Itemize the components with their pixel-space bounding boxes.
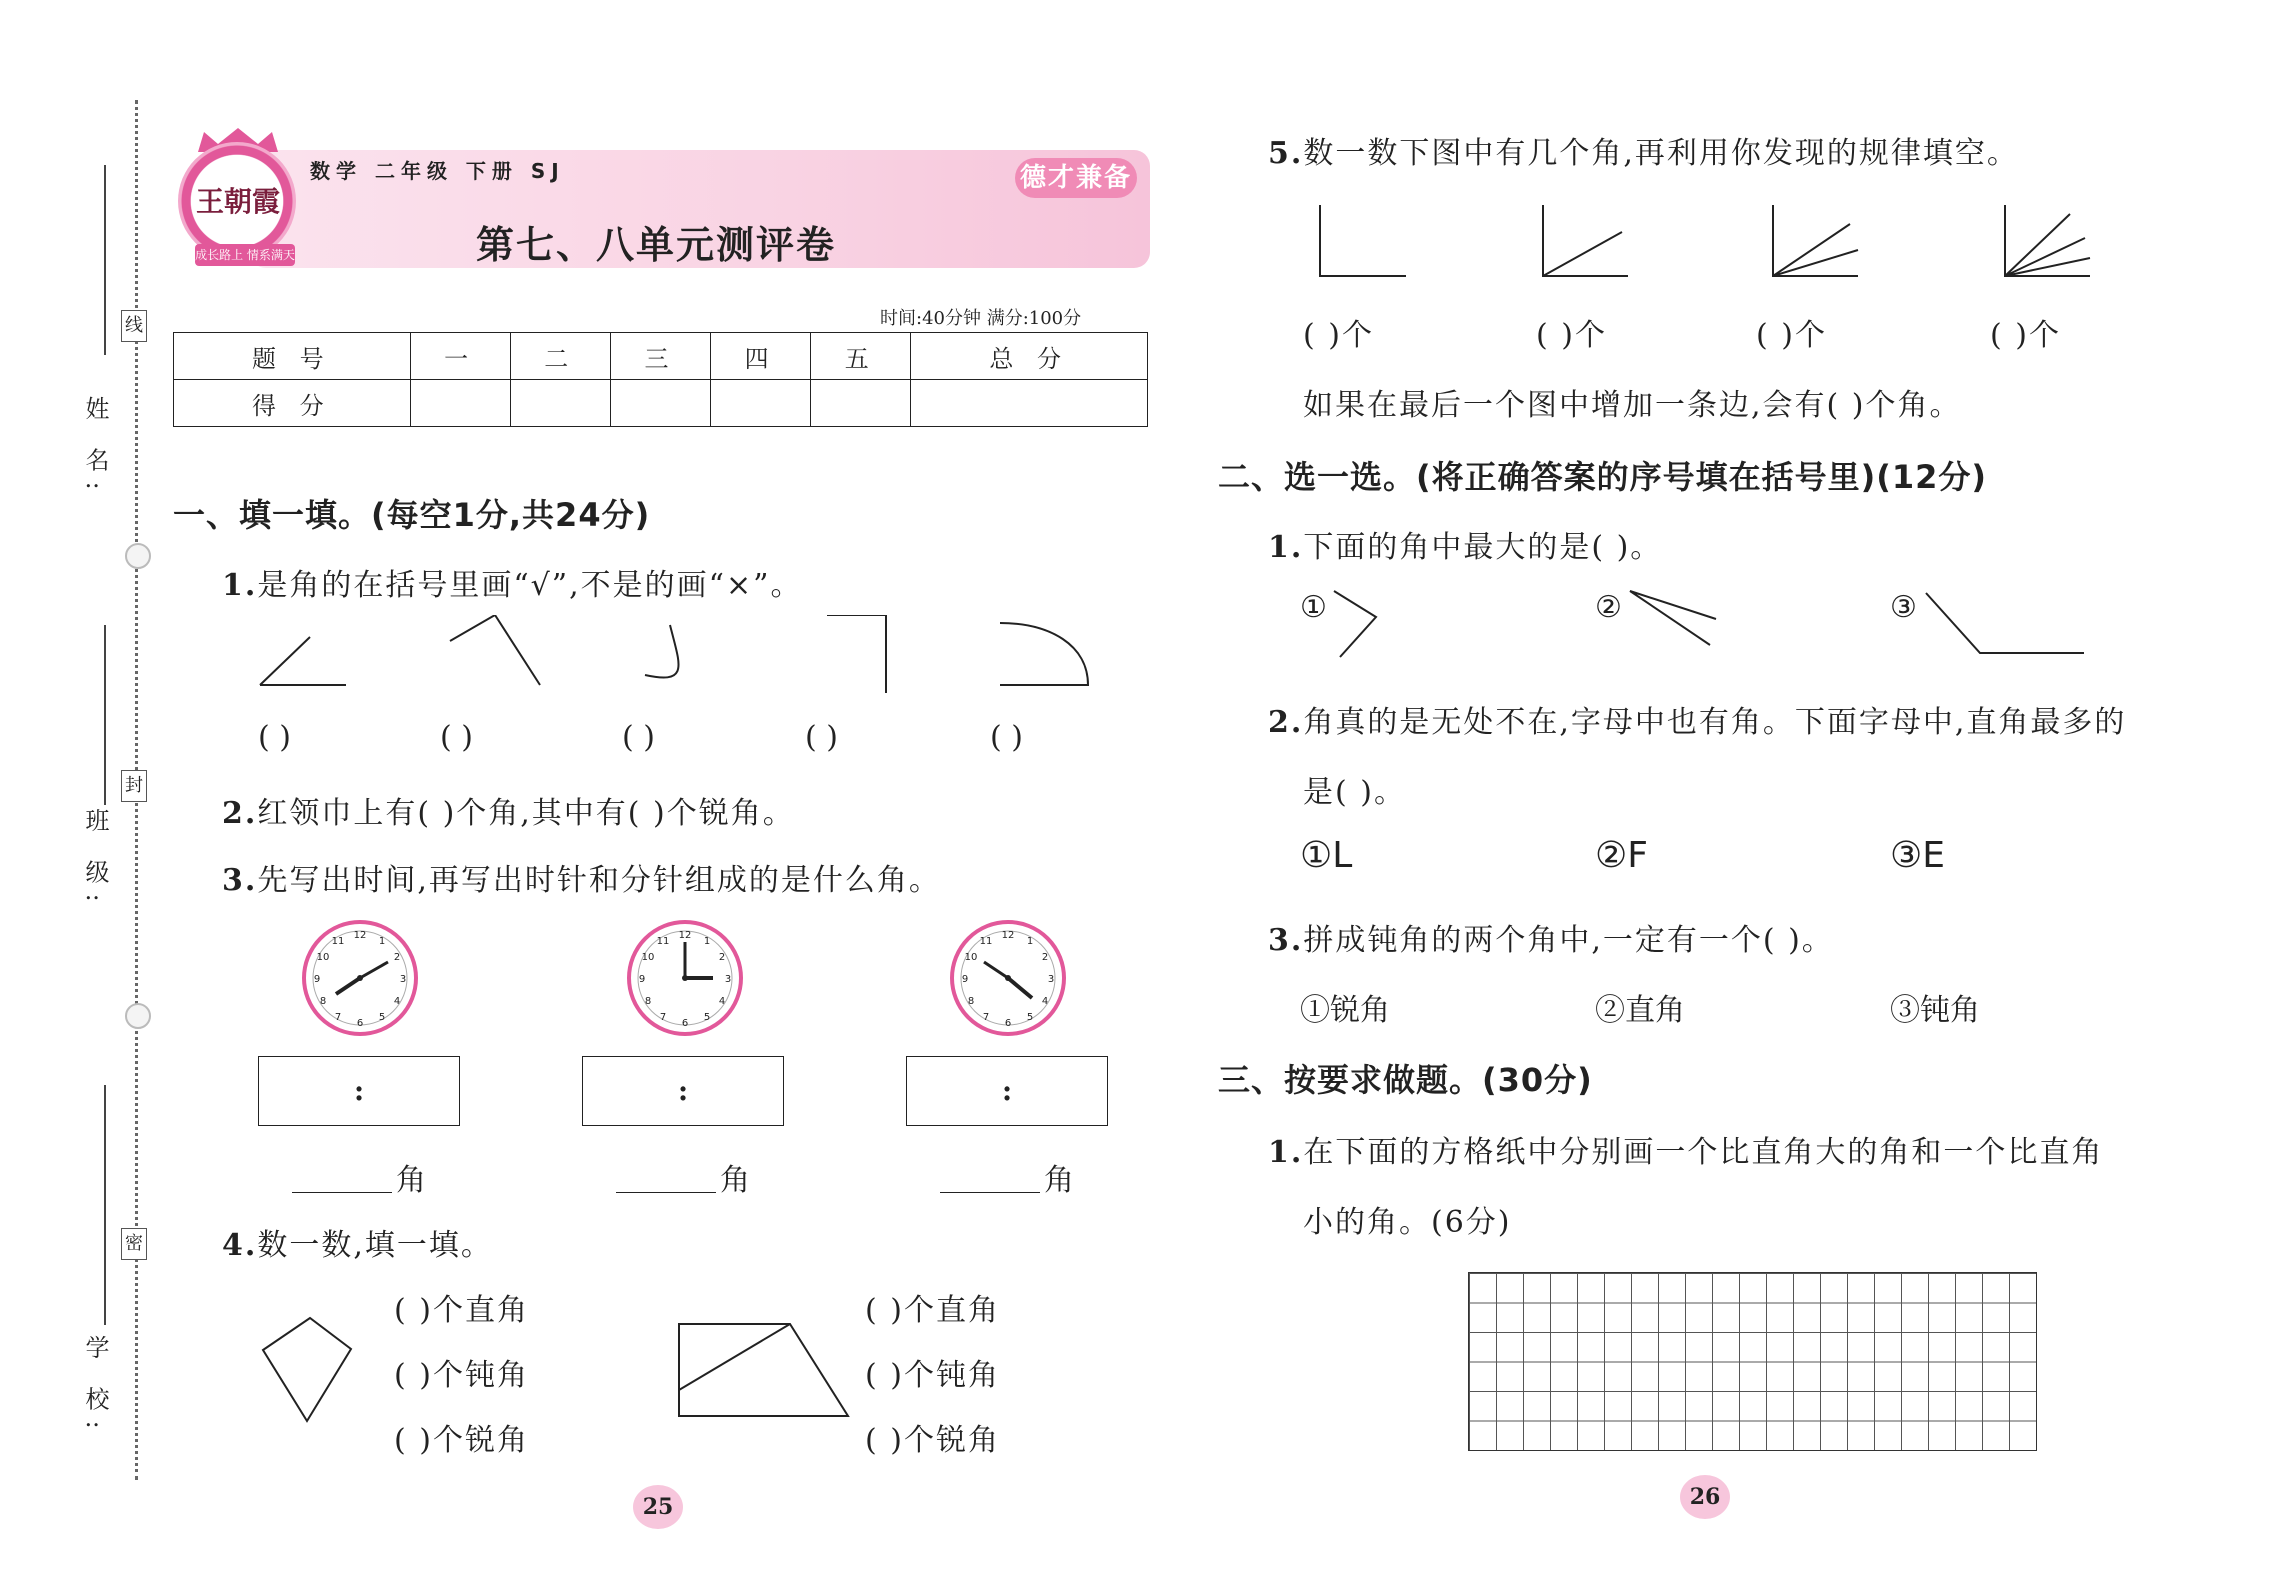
- score-header-cell: 五: [811, 333, 911, 380]
- score-header-cell: 一: [410, 333, 510, 380]
- svg-text:8: 8: [319, 996, 327, 1007]
- angle-figure: [1773, 205, 1858, 276]
- option-1[interactable]: ①L: [1300, 835, 1353, 876]
- right-angle-count[interactable]: ( )个直角: [865, 1293, 1000, 1328]
- question-5: [1268, 128, 2019, 172]
- time-info: 时间:40分钟 满分:100分: [880, 308, 1082, 329]
- angle-count-answer[interactable]: ( )个: [1303, 318, 1374, 353]
- svg-text:6: 6: [681, 1018, 689, 1029]
- svg-text:7: 7: [982, 1012, 990, 1023]
- svg-text:1: 1: [703, 936, 711, 947]
- angle-answer-line[interactable]: [940, 1162, 1040, 1193]
- drawing-grid[interactable]: [1468, 1272, 2037, 1451]
- score-header-cell: 三: [610, 333, 710, 380]
- angle-figure: [1543, 205, 1628, 276]
- school-label: 学 校:: [81, 1335, 109, 1439]
- kite-figure: [255, 1315, 355, 1425]
- option-2[interactable]: ②直角: [1595, 993, 1685, 1028]
- svg-text:8: 8: [644, 996, 652, 1007]
- svg-text:3: 3: [1047, 974, 1055, 985]
- mark-seal: 封: [121, 770, 147, 802]
- mark-line: 线: [121, 310, 147, 342]
- score-header-cell: 题 号: [174, 333, 411, 380]
- question-2: [222, 788, 795, 832]
- svg-text:4: 4: [1041, 996, 1049, 1007]
- svg-text:9: 9: [313, 974, 321, 985]
- s2q1-angle-figures: [1330, 585, 2120, 660]
- score-cell[interactable]: [410, 380, 510, 427]
- q5-follow-up[interactable]: 如果在最后一个图中增加一条边,会有( )个角。: [1303, 388, 1962, 423]
- q1-figures: [240, 615, 1120, 695]
- question-text: 先写出时间,再写出时针和分针组成的是什么角。: [257, 863, 941, 898]
- question-text: 数一数,填一填。: [257, 1228, 493, 1263]
- answer-bracket[interactable]: ( ): [805, 720, 838, 755]
- option-1[interactable]: ①锐角: [1300, 993, 1390, 1028]
- section-2-title: 二、选一选。(将正确答案的序号填在括号里)(12分): [1218, 458, 1988, 496]
- svg-text:2: 2: [718, 952, 726, 963]
- question-number: 1.: [1268, 530, 1304, 565]
- angle-option-3: [1926, 593, 2084, 653]
- s3-question-1: [1268, 1127, 2103, 1171]
- motto-badge: 德才兼备: [1015, 158, 1137, 198]
- angle-suffix: 角: [396, 1163, 428, 1198]
- question-text[interactable]: 红领巾上有( )个角,其中有( )个锐角。: [257, 796, 795, 831]
- binding-hole: [125, 543, 151, 569]
- option-3[interactable]: ③: [1890, 590, 1917, 625]
- question-text: 在下面的方格纸中分别画一个比直角大的角和一个比直角: [1303, 1135, 2104, 1170]
- arc-figure-5: [1000, 623, 1088, 685]
- question-4: [222, 1220, 493, 1264]
- angle-count-answer[interactable]: ( )个: [1990, 318, 2061, 353]
- svg-text:12: 12: [1001, 930, 1015, 941]
- question-text: 数一数下图中有几个角,再利用你发现的规律填空。: [1303, 136, 2019, 171]
- option-1[interactable]: ①: [1300, 590, 1327, 625]
- svg-text:4: 4: [393, 996, 401, 1007]
- score-header-cell: 总 分: [911, 333, 1148, 380]
- trapezoid-figure: [676, 1320, 852, 1420]
- option-2[interactable]: ②: [1595, 590, 1622, 625]
- angle-count-answer[interactable]: ( )个: [1756, 318, 1827, 353]
- question-number: 1.: [222, 568, 258, 603]
- question-text[interactable]: 拼成钝角的两个角中,一定有一个( )。: [1303, 923, 1834, 958]
- score-cell[interactable]: [610, 380, 710, 427]
- acute-angle-count[interactable]: ( )个锐角: [394, 1423, 529, 1458]
- score-cell[interactable]: [711, 380, 811, 427]
- obtuse-angle-count[interactable]: ( )个钝角: [865, 1358, 1000, 1393]
- option-3[interactable]: ③E: [1890, 835, 1946, 876]
- svg-text:10: 10: [641, 952, 655, 963]
- angle-answer-line[interactable]: [292, 1162, 392, 1193]
- score-cell[interactable]: [911, 380, 1148, 427]
- angle-suffix: 角: [1044, 1163, 1076, 1198]
- section-1-title: 一、填一填。(每空1分,共24分): [173, 496, 651, 534]
- question-1: [222, 560, 802, 604]
- score-cell[interactable]: [811, 380, 911, 427]
- svg-text:7: 7: [659, 1012, 667, 1023]
- angle-figure: [1320, 205, 1406, 276]
- q5-angle-figures: [1310, 200, 2160, 285]
- right-angle-count[interactable]: ( )个直角: [394, 1293, 529, 1328]
- name-label: 姓 名:: [81, 396, 109, 500]
- svg-text:3: 3: [399, 974, 407, 985]
- svg-text:11: 11: [656, 936, 670, 947]
- answer-bracket[interactable]: ( ): [258, 720, 291, 755]
- question-number: 3.: [222, 863, 258, 898]
- angle-option-1: [1334, 591, 1376, 657]
- time-answer-box[interactable]: :: [582, 1056, 784, 1126]
- svg-text:8: 8: [967, 996, 975, 1007]
- svg-text:5: 5: [378, 1012, 386, 1023]
- question-number: 5.: [1268, 136, 1304, 171]
- svg-text:6: 6: [356, 1018, 364, 1029]
- svg-text:2: 2: [393, 952, 401, 963]
- svg-text:6: 6: [1004, 1018, 1012, 1029]
- question-3: [222, 855, 941, 899]
- angle-figure: [2005, 205, 2090, 276]
- acute-angle-count[interactable]: ( )个锐角: [865, 1423, 1000, 1458]
- answer-bracket[interactable]: ( ): [622, 720, 655, 755]
- answer-bracket[interactable]: ( ): [990, 720, 1023, 755]
- score-header-cell: 二: [510, 333, 610, 380]
- question-text[interactable]: 下面的角中最大的是( )。: [1303, 530, 1663, 565]
- score-row-label: 得 分: [174, 380, 411, 427]
- question-text: 是角的在括号里画“√”,不是的画“×”。: [257, 568, 803, 603]
- section-3-title: 三、按要求做题。(30分): [1218, 1061, 1593, 1099]
- svg-text:11: 11: [979, 936, 993, 947]
- page-number: 25: [633, 1485, 683, 1529]
- s3q1-text-cont: 小的角。(6分): [1303, 1205, 1512, 1240]
- time-answer-box[interactable]: :: [258, 1056, 460, 1126]
- svg-text:4: 4: [718, 996, 726, 1007]
- svg-text:5: 5: [1026, 1012, 1034, 1023]
- page-title: 第七、八单元测评卷: [476, 223, 837, 267]
- clock-icon: [948, 918, 1068, 1038]
- brand-name: 王朝霞: [195, 185, 280, 218]
- svg-text:9: 9: [961, 974, 969, 985]
- angle-option-2: [1630, 591, 1716, 645]
- svg-text:9: 9: [638, 974, 646, 985]
- score-header-cell: 四: [711, 333, 811, 380]
- svg-text:3: 3: [724, 974, 732, 985]
- svg-text:10: 10: [964, 952, 978, 963]
- page-number: 26: [1680, 1475, 1730, 1519]
- question-number: 3.: [1268, 923, 1304, 958]
- question-number: 2.: [1268, 705, 1304, 740]
- book-meta: 数学 二年级 下册 SJ: [310, 159, 565, 183]
- svg-text:12: 12: [678, 930, 692, 941]
- angle-figure-1: [260, 637, 346, 685]
- angle-suffix: 角: [720, 1163, 752, 1198]
- score-cell[interactable]: [510, 380, 610, 427]
- option-3[interactable]: ③钝角: [1890, 993, 1980, 1028]
- question-number: 1.: [1268, 1135, 1304, 1170]
- svg-text:12: 12: [353, 930, 367, 941]
- svg-text:1: 1: [1026, 936, 1034, 947]
- mark-dense: 密: [121, 1228, 147, 1260]
- school-line[interactable]: [104, 1085, 106, 1325]
- question-text: 角真的是无处不在,字母中也有角。下面字母中,直角最多的: [1303, 705, 2127, 740]
- s2-question-3: [1268, 915, 1834, 959]
- clock-icon: [625, 918, 745, 1038]
- s2-question-2: [1268, 697, 2126, 741]
- question-number: 2.: [222, 796, 258, 831]
- svg-text:5: 5: [703, 1012, 711, 1023]
- svg-text:7: 7: [334, 1012, 342, 1023]
- svg-text:2: 2: [1041, 952, 1049, 963]
- s2-question-1: [1268, 522, 1662, 566]
- angle-figure-4: [827, 615, 886, 693]
- answer-bracket[interactable]: ( ): [440, 720, 473, 755]
- class-label: 班 级:: [81, 808, 109, 912]
- brand-slogan: 成长路上 情系满天: [195, 244, 295, 266]
- curve-figure-3: [645, 625, 679, 678]
- time-answer-box[interactable]: :: [906, 1056, 1108, 1126]
- name-line[interactable]: [104, 165, 106, 355]
- svg-text:10: 10: [316, 952, 330, 963]
- angle-count-answer[interactable]: ( )个: [1536, 318, 1607, 353]
- svg-text:1: 1: [378, 936, 386, 947]
- angle-figure-2: [450, 615, 540, 685]
- option-2[interactable]: ②F: [1595, 835, 1648, 876]
- angle-answer-line[interactable]: [616, 1162, 716, 1193]
- class-line[interactable]: [104, 625, 106, 805]
- binding-hole: [125, 1003, 151, 1029]
- s2q2-answer[interactable]: 是( )。: [1303, 775, 1406, 810]
- clock-icon: [300, 918, 420, 1038]
- obtuse-angle-count[interactable]: ( )个钝角: [394, 1358, 529, 1393]
- svg-text:11: 11: [331, 936, 345, 947]
- question-number: 4.: [222, 1228, 258, 1263]
- score-table: [173, 332, 1148, 427]
